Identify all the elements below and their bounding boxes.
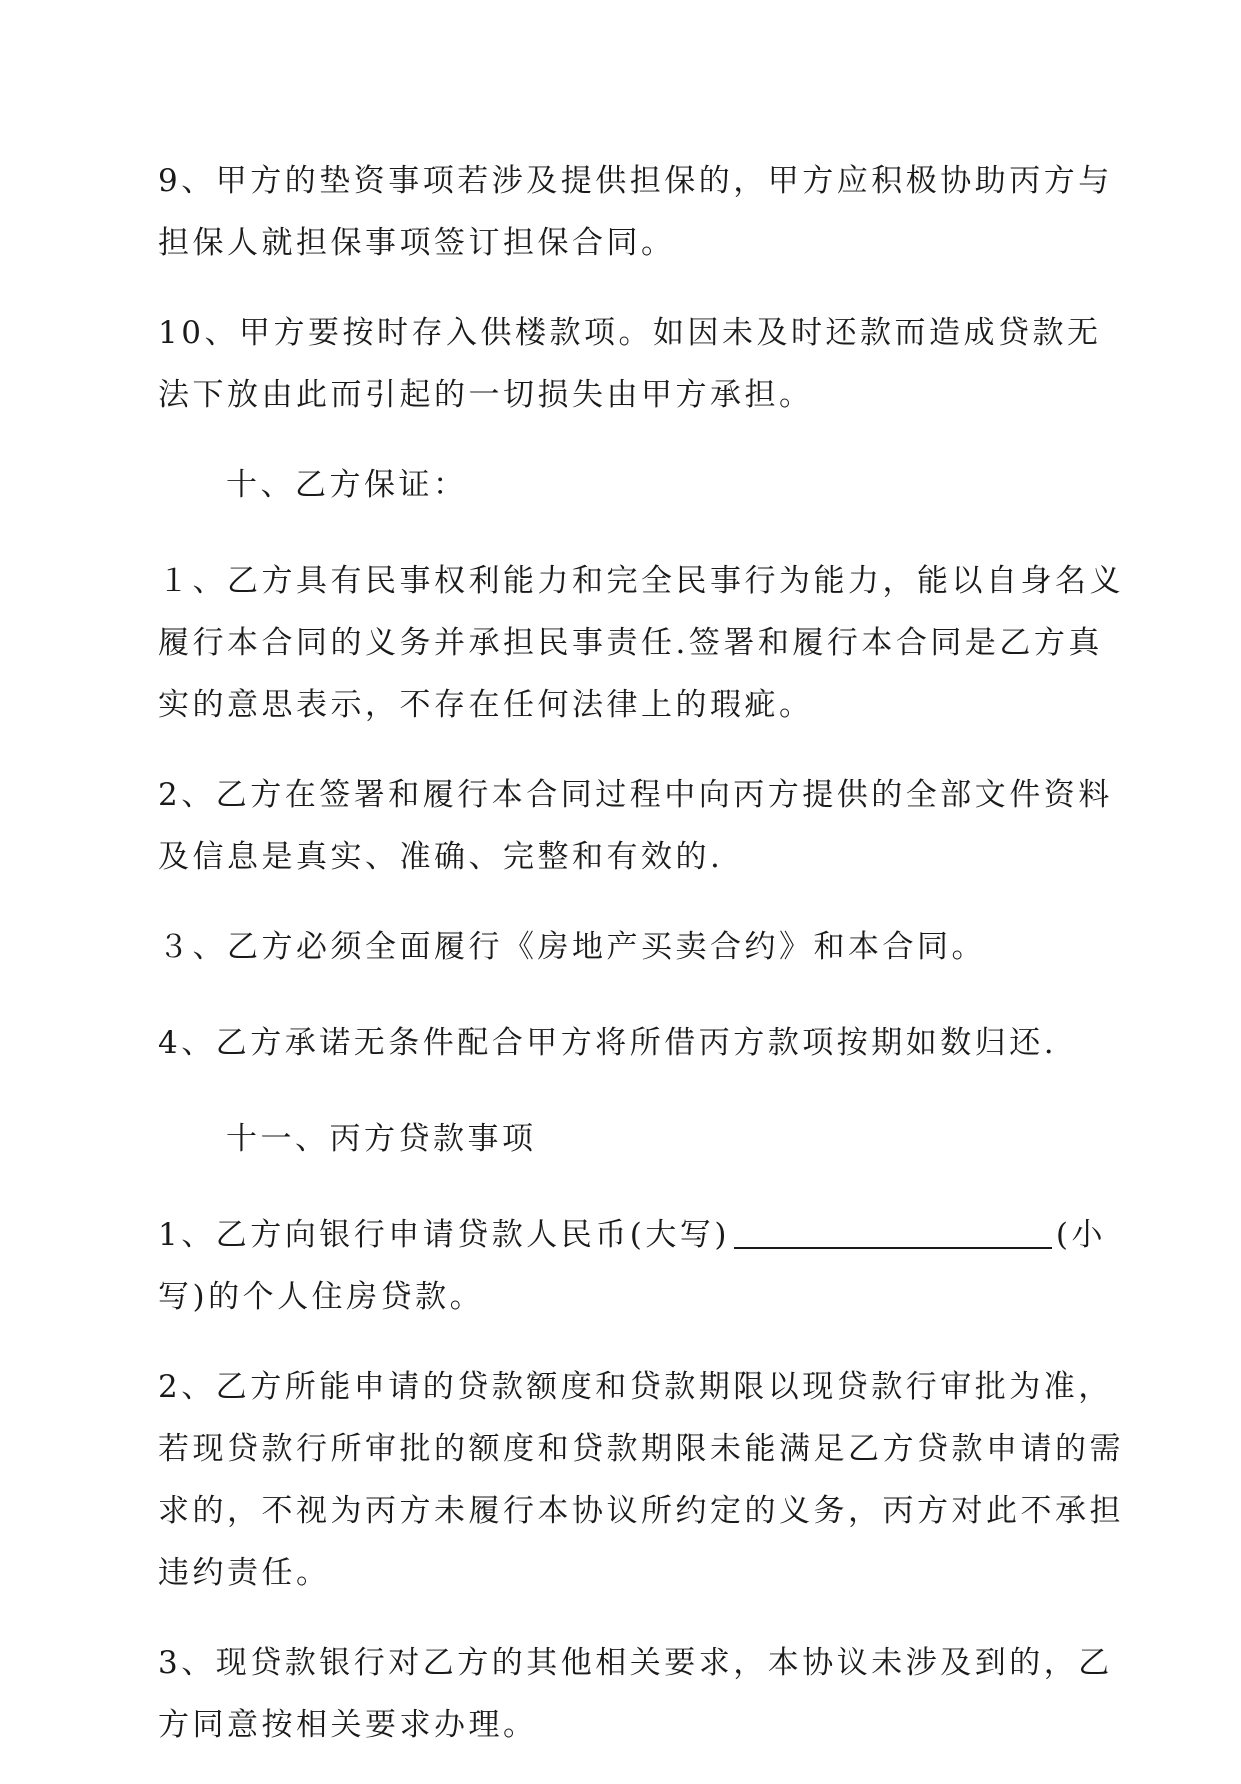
section-10-item-1: １、乙方具有民事权利能力和完全民事行为能力，能以自身名义履行本合同的义务并承担民事责任.签署和履行本合同是乙方真实的意思表示，不存在任何法律上的瑕疵。 [158,563,1124,723]
section-11-item-2: 2、乙方所能申请的贷款额度和贷款期限以现贷款行审批为准，若现贷款行所审批的额度和贷款期限未能满足乙方贷款申请的需求的，不视为丙方未履行本协议所约定的义务，丙方对此不承担违约责任。 [158,1369,1124,1591]
section-11-heading: 十一、丙方贷款事项 [226,1121,537,1157]
section-10-item-2: 2、乙方在签署和履行本合同过程中向丙方提供的全部文件资料及信息是真实、准确、完整和有效的. [158,777,1113,875]
clause-9: 9、甲方的垫资事项若涉及提供担保的，甲方应积极协助丙方与担保人就担保事项签订担保合同。 [158,163,1113,261]
loan-amount-text-before: 1、乙方向银行申请贷款人民币(大写) [158,1217,730,1253]
section-10-heading: 十、乙方保证： [226,467,468,503]
document-body [158,150,1126,1784]
clause-10: 10、甲方要按时存入供楼款项。如因未及时还款而造成贷款无法下放由此而引起的一切损失由甲方承担。 [158,315,1102,413]
section-10-item-3: ３、乙方必须全面履行《房地产买卖合约》和本合同。 [158,929,986,965]
section-10-item-4: 4、乙方承诺无条件配合甲方将所借丙方款项按期如数归还. [158,1025,1058,1061]
section-11-item-1 [158,1204,1126,1328]
loan-amount-text-after: (小写)的个人住房贷款。 [158,1217,1107,1315]
loan-amount-blank [734,1217,1052,1249]
section-11-item-3: 3、现贷款银行对乙方的其他相关要求，本协议未涉及到的，乙方同意按相关要求办理。 [158,1645,1113,1743]
